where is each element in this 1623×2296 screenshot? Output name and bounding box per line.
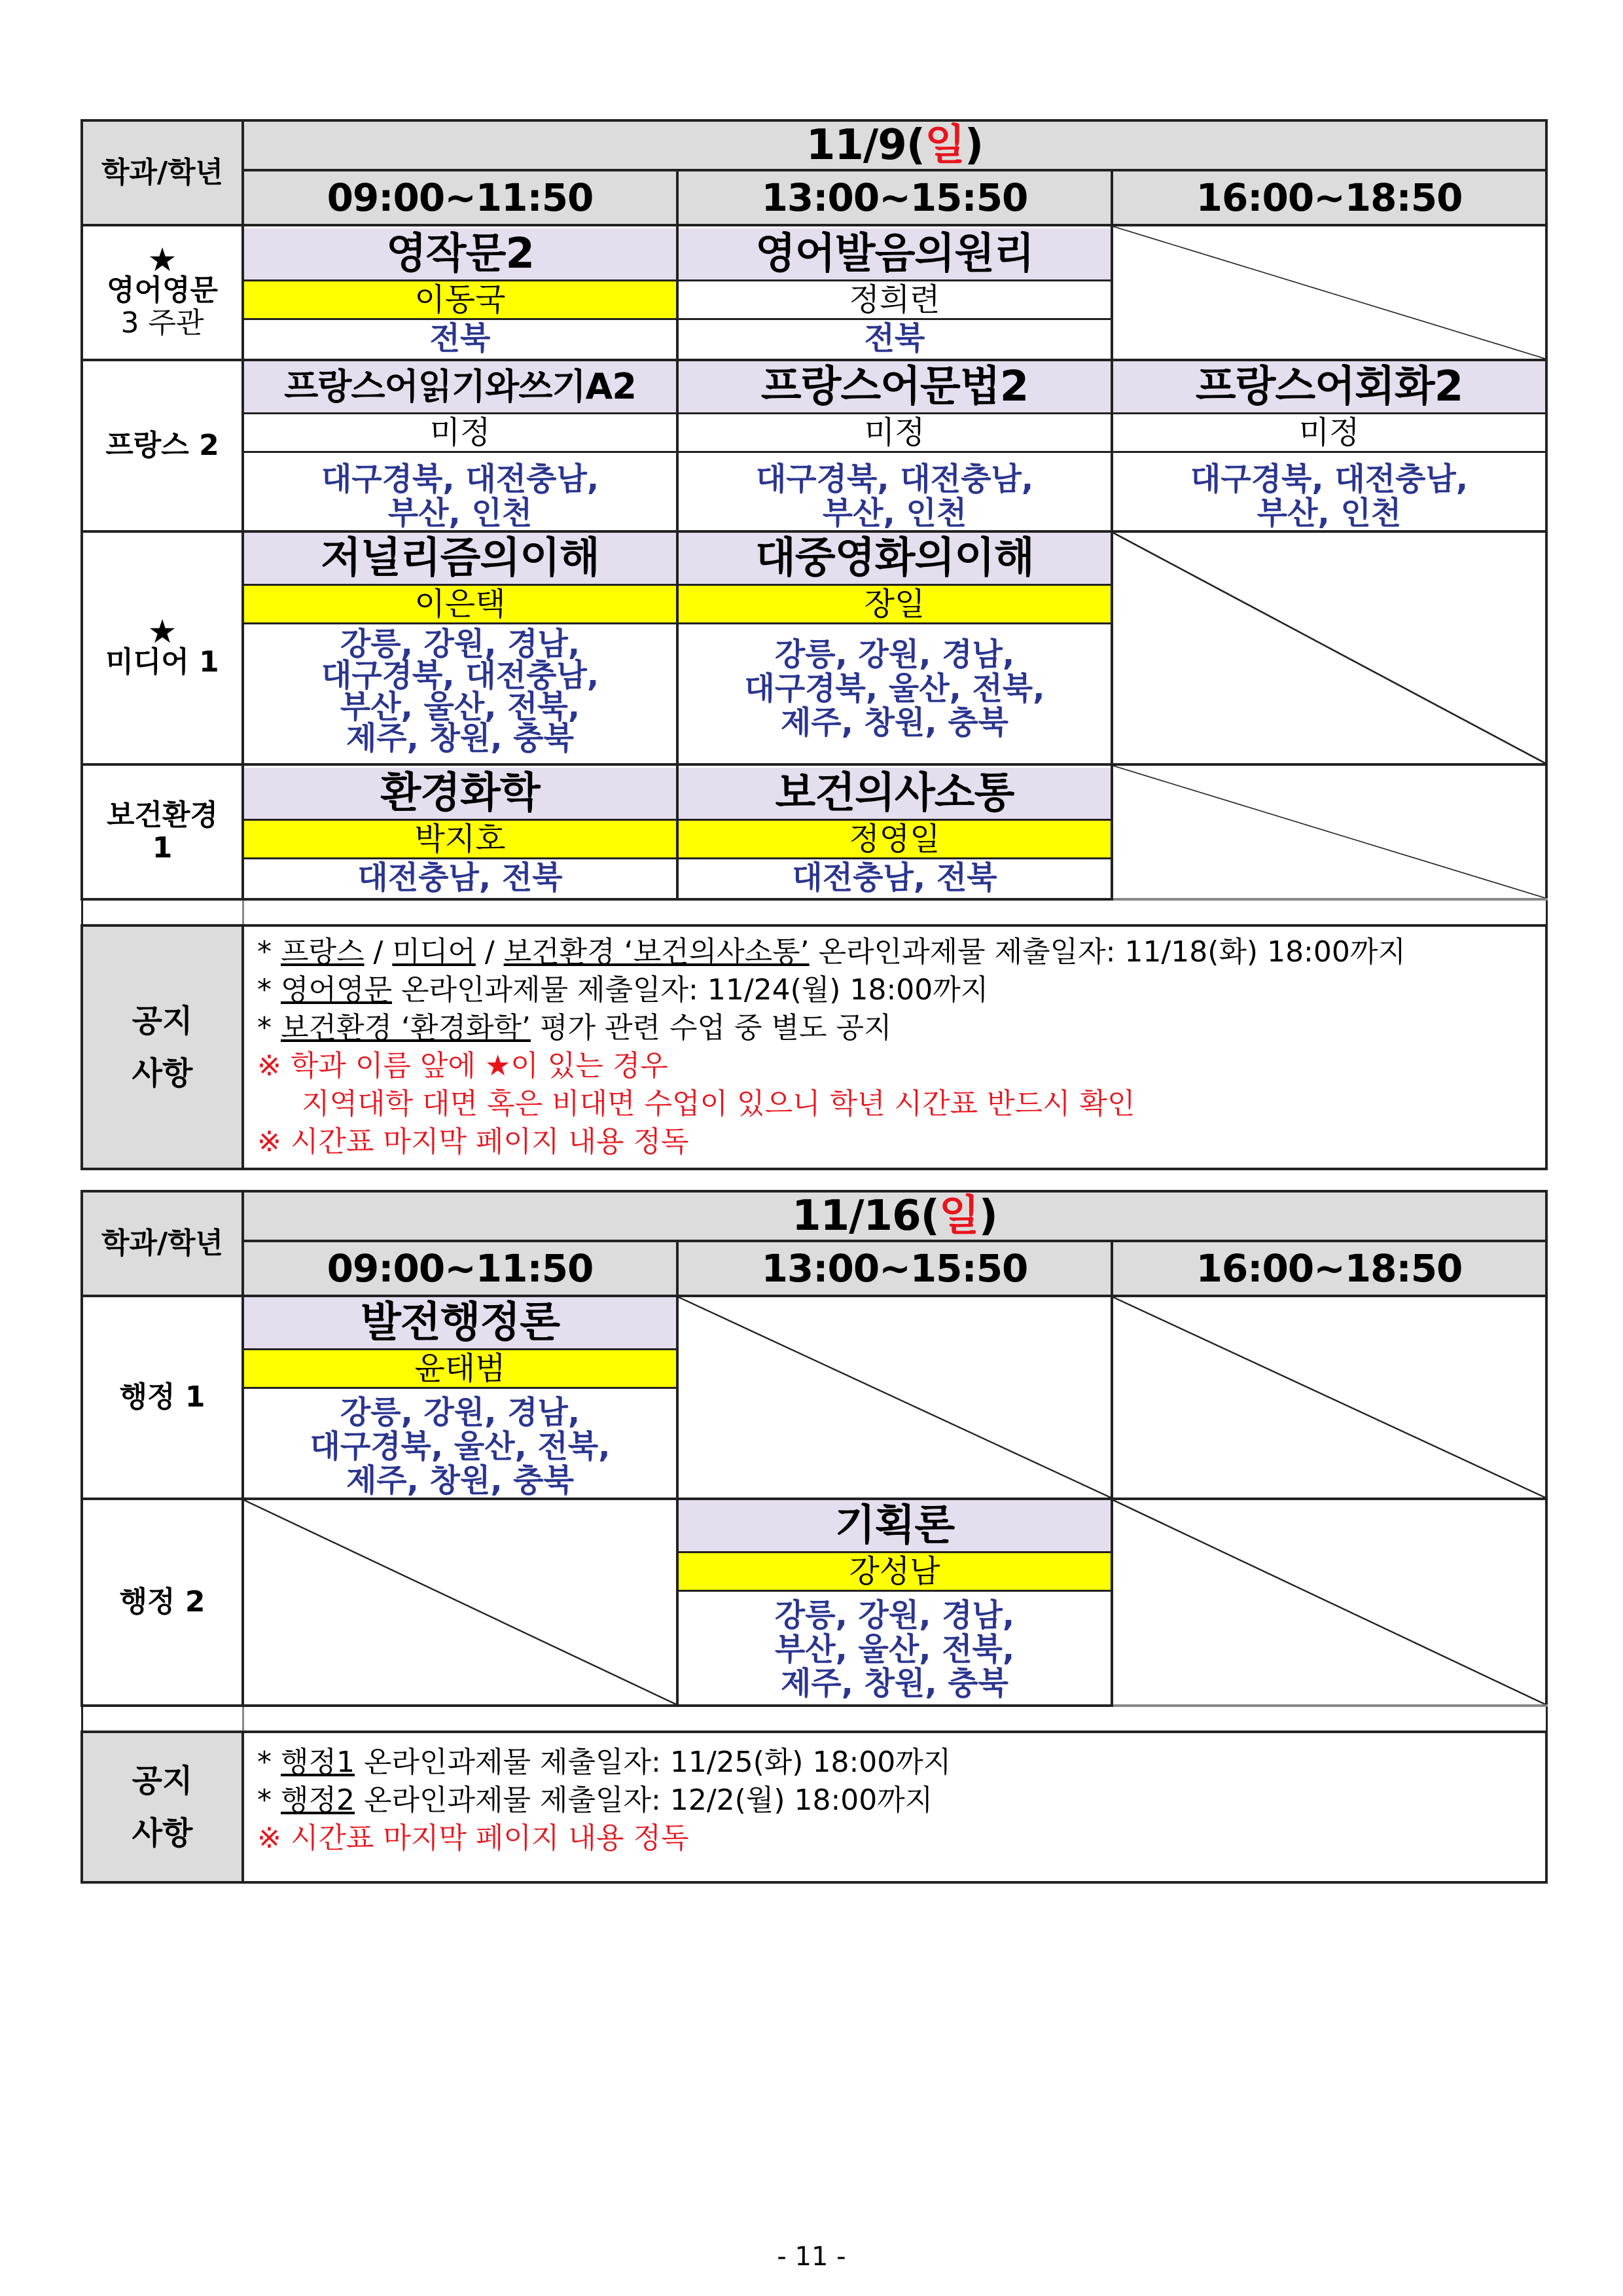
page-number: - 11 -: [777, 2242, 846, 2272]
diagonal-line: [1113, 766, 1545, 898]
course-cell: [243, 764, 677, 899]
star-icon: ★: [484, 1049, 511, 1083]
professor: 장일: [679, 586, 1111, 624]
professor: 정영일: [679, 821, 1111, 859]
region: 대구경북, 대전충남, 부산, 인천: [321, 461, 599, 531]
course-title: 대중영화의이해: [679, 533, 1111, 586]
time-slot-3: 16:00~18:50: [1112, 1241, 1546, 1296]
empty-cell: [1112, 1499, 1546, 1706]
time-slot-1: 09:00~11:50: [243, 1241, 677, 1296]
notice-title: 공지 사항: [82, 1732, 243, 1882]
star-icon: ★: [147, 241, 177, 279]
region: 강릉, 강원, 경남, 대구경북, 울산, 전북, 제주, 창원, 충북: [744, 636, 1045, 741]
header-dept-label: 학과/학년: [82, 120, 243, 225]
empty-cell: [1112, 225, 1546, 360]
course-cell: [243, 1296, 677, 1499]
dept-admin-1: 행정 1: [82, 1296, 243, 1499]
spacer-cell: [243, 899, 1546, 925]
course-title: 발전행정론: [244, 1297, 676, 1350]
region: 대전충남, 전북: [792, 859, 997, 896]
time-slot-1: 09:00~11:50: [243, 170, 677, 225]
dept-french: 프랑스 2: [82, 360, 243, 531]
empty-cell: [1112, 1296, 1546, 1499]
notice-line: * 보건환경 ‘환경화학’ 평가 관련 수업 중 별도 공지: [257, 1011, 892, 1045]
course-cell: [677, 225, 1112, 360]
course-title: 영어발음의원리: [679, 228, 1111, 281]
region: 전북: [429, 320, 491, 357]
course-cell: [677, 1499, 1112, 1706]
notice-line: * 영어영문 온라인과제물 제출일자: 11/24(월) 18:00까지: [257, 973, 989, 1007]
course-title: 기획론: [679, 1500, 1111, 1553]
course-cell: [1112, 360, 1546, 531]
day-of-week: 일: [938, 1192, 979, 1240]
notice-title: 공지 사항: [82, 925, 243, 1169]
professor: 강성남: [679, 1553, 1111, 1592]
notice-line: * 행정1 온라인과제물 제출일자: 11/25(화) 18:00까지: [257, 1746, 952, 1779]
time-slot-2: 13:00~15:50: [677, 1241, 1112, 1296]
notice-line-warning: 지역대학 대면 혹은 비대면 수업이 있으니 학년 시간표 반드시 확인: [302, 1087, 1135, 1121]
time-slot-2: 13:00~15:50: [677, 170, 1112, 225]
diagonal-line: [1113, 226, 1545, 359]
dept-media: ★ 미디어 1: [82, 531, 243, 764]
date-header: 11/16(일): [243, 1191, 1546, 1241]
diagonal-line: [244, 1500, 676, 1704]
date-header: 11/9(일): [243, 120, 1546, 170]
schedule-table-nov9: [80, 119, 1548, 1170]
day-of-week: 일: [925, 121, 965, 170]
region: 강릉, 강원, 경남, 대구경북, 대전충남, 부산, 울산, 전북, 제주, 창원, 충북: [321, 626, 599, 757]
professor: 이동국: [244, 281, 676, 320]
course-cell: [243, 225, 677, 360]
notice-line-warning: ※ 학과 이름 앞에 ★이 있는 경우: [257, 1049, 668, 1083]
region: 대구경북, 대전충남, 부산, 인천: [1190, 461, 1469, 531]
empty-cell: [243, 1499, 677, 1706]
professor: 미정: [244, 414, 676, 453]
professor: 윤태범: [244, 1350, 676, 1389]
spacer-cell: [82, 899, 243, 925]
course-cell: [243, 531, 677, 764]
course-cell: [677, 360, 1112, 531]
course-cell: [243, 360, 677, 531]
star-icon: ★: [147, 613, 177, 651]
notice-line-warning: ※ 시간표 마지막 페이지 내용 정독: [257, 1125, 689, 1158]
diagonal-line: [679, 1297, 1111, 1498]
empty-cell: [1112, 764, 1546, 899]
schedule-table-nov16: [80, 1190, 1548, 1884]
course-title: 프랑스어읽기와쓰기A2: [244, 361, 676, 414]
notice-line-warning: ※ 시간표 마지막 페이지 내용 정독: [257, 1821, 689, 1855]
region: 강릉, 강원, 경남, 부산, 울산, 전북, 제주, 창원, 충북: [774, 1597, 1015, 1702]
course-title: 보건의사소통: [679, 768, 1111, 821]
diagonal-line: [1113, 533, 1545, 763]
time-slot-3: 16:00~18:50: [1112, 170, 1546, 225]
course-title: 영작문2: [244, 228, 676, 281]
region: 강릉, 강원, 경남, 대구경북, 울산, 전북, 제주, 창원, 충북: [310, 1394, 611, 1499]
professor: 박지호: [244, 821, 676, 859]
course-title: 환경화학: [244, 768, 676, 821]
region: 대구경북, 대전충남, 부산, 인천: [755, 461, 1034, 531]
diagonal-line: [1113, 1297, 1545, 1498]
dept-health-environment: 보건환경 1: [82, 764, 243, 899]
course-title: 프랑스어회화2: [1113, 361, 1545, 414]
notice-line: * 행정2 온라인과제물 제출일자: 12/2(월) 18:00까지: [257, 1784, 933, 1817]
diagonal-line: [1113, 1500, 1545, 1704]
spacer-cell: [243, 1706, 1546, 1732]
region: 대전충남, 전북: [357, 859, 563, 896]
notice-content: [243, 925, 1546, 1169]
professor: 미정: [1113, 414, 1545, 453]
region: 전북: [864, 320, 925, 357]
notice-line: * 프랑스 / 미디어 / 보건환경 ‘보건의사소통’ 온라인과제물 제출일자: 11/18(화) 18:00까지: [257, 935, 1406, 969]
empty-cell: [1112, 531, 1546, 764]
empty-cell: [677, 1296, 1112, 1499]
spacer-cell: [82, 1706, 243, 1732]
professor: 정희련: [679, 281, 1111, 320]
course-title: 저널리즘의이해: [244, 533, 676, 586]
course-title: 프랑스어문법2: [679, 361, 1111, 414]
professor: 미정: [679, 414, 1111, 453]
dept-admin-2: 행정 2: [82, 1499, 243, 1706]
course-cell: [677, 531, 1112, 764]
notice-content: [243, 1732, 1546, 1882]
dept-english: ★ 영어영문 3 주관: [82, 225, 243, 360]
header-dept-label: 학과/학년: [82, 1191, 243, 1296]
professor: 이은택: [244, 586, 676, 624]
course-cell: [677, 764, 1112, 899]
